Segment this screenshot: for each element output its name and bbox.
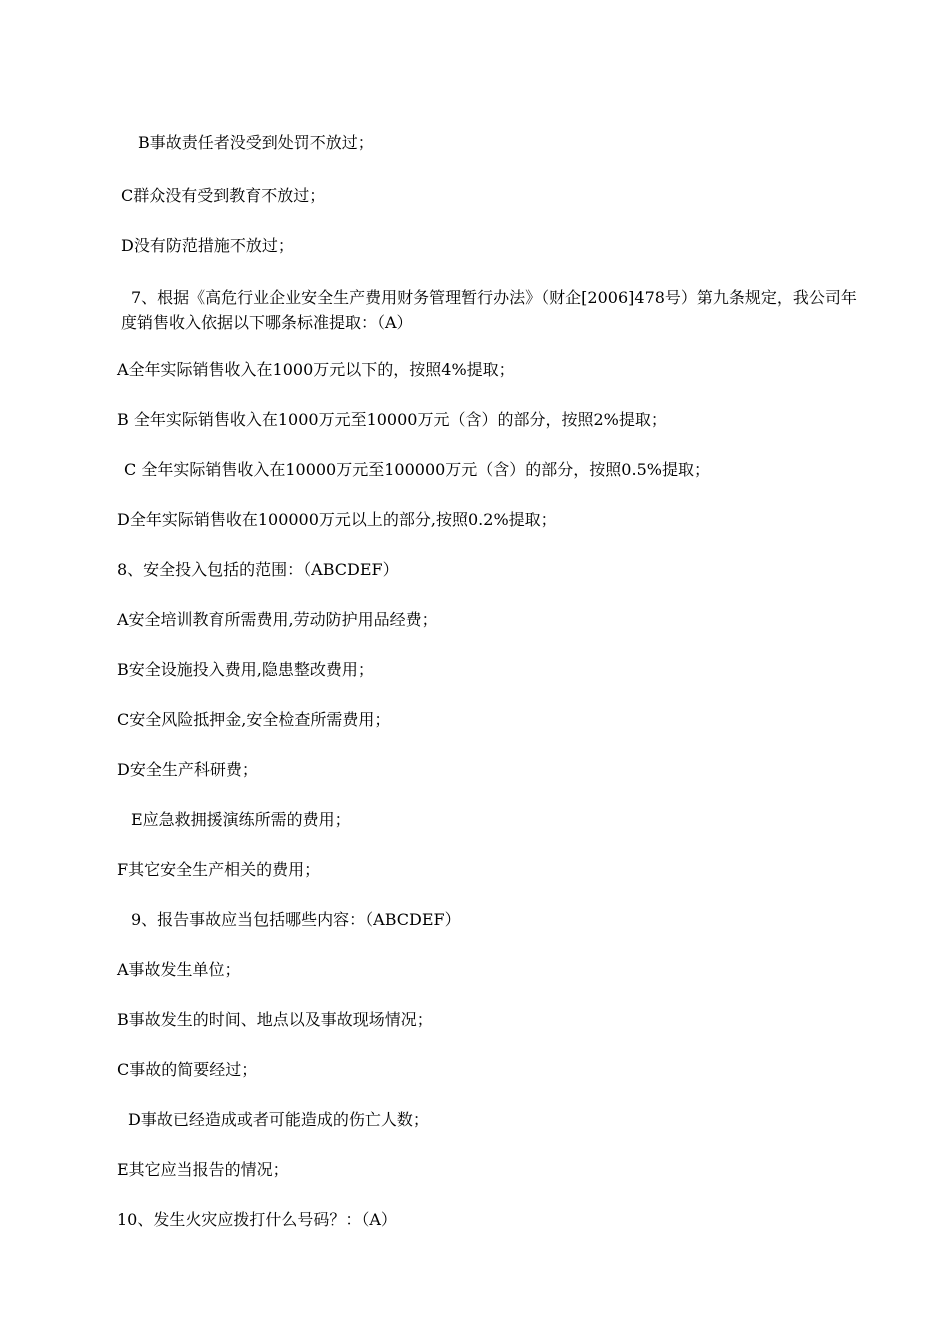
q7-option-c: C 全年实际销售收入在10000万元至100000万元（含）的部分，按照0.5%提取；	[124, 460, 710, 479]
question-9: 9、报告事故应当包括哪些内容：（ABCDEF）	[131, 910, 461, 929]
q9-option-a: A事故发生单位；	[117, 960, 241, 979]
q7-option-d: D全年实际销售收在100000万元以上的部分,按照0.2%提取；	[117, 510, 557, 529]
q7-option-b: B 全年实际销售收入在1000万元至10000万元（含）的部分，按照2%提取；	[117, 410, 667, 429]
q9-option-b: B事故发生的时间、地点以及事故现场情况；	[117, 1010, 433, 1029]
q8-option-a: A安全培训教育所需费用,劳动防护用品经费；	[117, 610, 438, 629]
q8-option-e: E应急救拥援演练所需的费用；	[131, 810, 351, 829]
q9-option-c: C事故的简要经过；	[117, 1060, 258, 1079]
question-7: 7、根据《高危行业企业安全生产费用财务管理暂行办法》（财企[2006]478号）第九条规定，我公司年度销售收入依据以下哪条标准提取：（A）	[121, 288, 857, 332]
q8-option-f: F其它安全生产相关的费用；	[117, 860, 321, 879]
q9-option-e: E其它应当报告的情况；	[117, 1160, 289, 1179]
option-d-no-prevention-measures: D没有防范措施不放过；	[121, 236, 294, 255]
option-c-masses-not-educated: C群众没有受到教育不放过；	[121, 186, 326, 205]
q9-option-d: D事故已经造成或者可能造成的伤亡人数；	[128, 1110, 429, 1129]
question-10: 10、发生火灾应拨打什么号码？：（A）	[117, 1210, 397, 1229]
q8-option-c: C安全风险抵押金,安全检查所需费用；	[117, 710, 391, 729]
question-8: 8、安全投入包括的范围：（ABCDEF）	[117, 560, 399, 579]
q8-option-b: B安全设施投入费用,隐患整改费用；	[117, 660, 374, 679]
q8-option-d: D安全生产科研费；	[117, 760, 258, 779]
q7-option-a: A全年实际销售收入在1000万元以下的，按照4%提取；	[117, 360, 515, 379]
option-b-responsible-not-punished: B事故责任者没受到处罚不放过；	[138, 133, 374, 152]
